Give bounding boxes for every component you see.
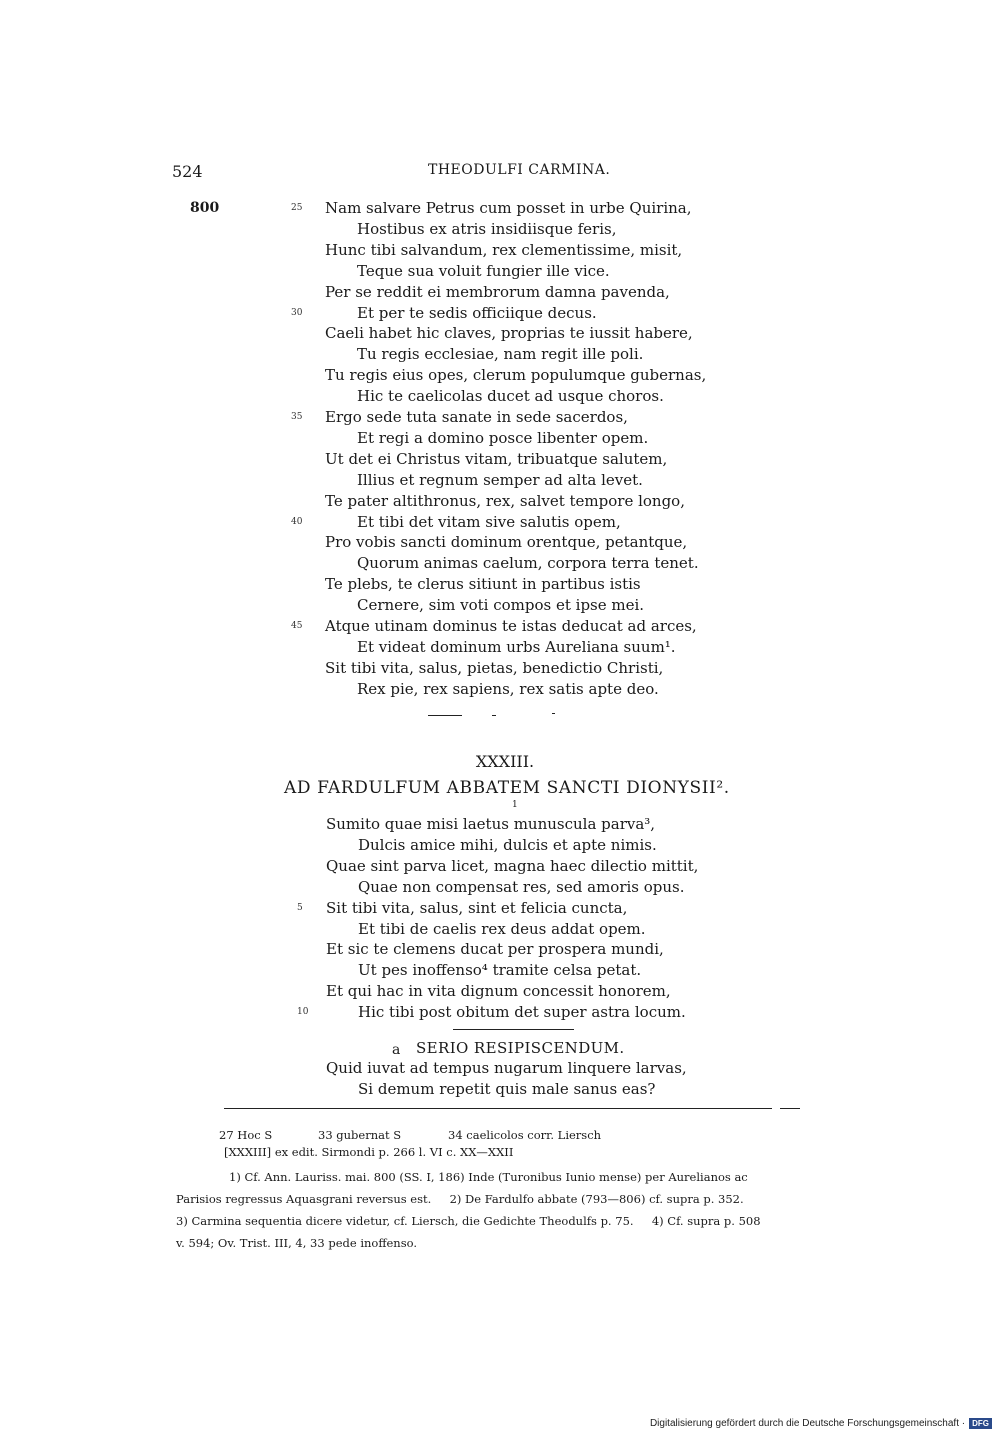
line-number: 25 <box>291 203 303 213</box>
verse-line: Per se reddit ei membrorum damna pavenda, <box>325 282 670 301</box>
verse-line: Et tibi det vitam sive salutis opem, <box>357 512 621 531</box>
verse-line: Et per te sedis officiique decus. <box>357 303 597 322</box>
verse-line: Caeli habet hic claves, proprias te iussit habere, <box>325 324 693 343</box>
verse-line: Nam salvare Petrus cum posset in urbe Quirina, <box>325 199 692 217</box>
verse-line: Ut det ei Christus vitam, tribuatque salutem, <box>325 449 668 468</box>
small-mark: 1 <box>512 800 518 810</box>
verse-line: Et sic te clemens ducat per prospera mundi, <box>326 940 664 959</box>
verse-line: Hostibus ex atris insidiisque feris, <box>357 219 617 238</box>
apparatus-entry: 33 gubernat S <box>318 1128 402 1142</box>
verse-line: Sit tibi vita, salus, sint et felicia cuncta, <box>326 898 628 917</box>
verse-line: Cernere, sim voti compos et ipse mei. <box>357 596 645 615</box>
line-number: 30 <box>291 307 303 318</box>
verse-line: Et videat dominum urbs Aureliana suum¹. <box>357 637 676 656</box>
ornament-dot <box>552 713 555 714</box>
line-number: 35 <box>291 412 303 422</box>
verse-line: Hic tibi post obitum det super astra locum. <box>358 1003 686 1022</box>
verse-line: Ut pes inoffenso⁴ tramite celsa petat. <box>358 961 642 980</box>
verse-line: Hic te caelicolas ducet ad usque choros. <box>357 387 664 406</box>
footnote-line: 1) Cf. Ann. Lauriss. mai. 800 (SS. I, 186) Inde (Turonibus Iunio mense) per Aurelianos ac <box>229 1170 748 1184</box>
footnote-line: v. 594; Ov. Trist. III, 4, 33 pede inoffenso. <box>176 1236 417 1250</box>
verse-line: Dulcis amice mihi, dulcis et apte nimis. <box>358 835 657 854</box>
apparatus-entry: 27 Hoc S <box>219 1128 273 1142</box>
verse-line: Quid iuvat ad tempus nugarum linquere larvas, <box>326 1059 687 1077</box>
verse-line: Sit tibi vita, salus, pietas, benedictio Christi, <box>325 658 664 677</box>
apparatus-source: [XXXIII] ex edit. Sirmondi p. 266 l. VI c. XX—XXII <box>224 1145 514 1159</box>
digitization-credit <box>650 1418 992 1429</box>
line-number: 5 <box>297 902 303 913</box>
ornament-dot <box>492 715 496 716</box>
line-number: 40 <box>291 516 303 527</box>
verse-line: Sumito quae misi laetus munuscula parva³, <box>326 815 656 833</box>
section-number: XXXIII. <box>475 752 535 771</box>
dfg-logo: DFG <box>969 1418 992 1429</box>
line-number: 45 <box>291 621 303 631</box>
verse-line: Et qui hac in vita dignum concessit honorem, <box>326 982 671 1001</box>
verse-line: Quae non compensat res, sed amoris opus. <box>358 877 685 896</box>
verse-line: Ergo sede tuta sanate in sede sacerdos, <box>325 408 628 426</box>
section-title: AD FARDULFUM ABBATEM SANCTI DIONYSII². <box>284 778 730 798</box>
running-title: THEODULFI CARMINA. <box>428 162 611 178</box>
verse-line: Illius et regnum semper ad alta levet. <box>357 470 643 489</box>
line-number: 10 <box>297 1007 309 1018</box>
verse-line: Et regi a domino posce libenter opem. <box>357 428 649 447</box>
margin-year: 800 <box>190 200 220 216</box>
verse-line: Teque sua voluit fungier ille vice. <box>357 261 610 280</box>
verse-line: Quae sint parva licet, magna haec dilectio mittit, <box>326 856 699 875</box>
verse-line: Si demum repetit quis male sanus eas? <box>358 1080 656 1098</box>
subsection-rule <box>453 1029 574 1030</box>
footnote-line: Parisios regressus Aquasgrani reversus est. 2) De Fardulfo abbate (793—806) cf. supra p. 352. <box>176 1192 744 1206</box>
verse-line: Quorum animas caelum, corpora terra tenet. <box>357 554 699 573</box>
apparatus-rule <box>224 1108 772 1109</box>
footnote-line: 3) Carmina sequentia dicere videtur, cf. Liersch, die Gedichte Theodulfs p. 75. 4) Cf. supra p. 508 <box>176 1214 761 1228</box>
apparatus-entry: 34 caelicolos corr. Liersch <box>448 1128 602 1142</box>
credit-text: Digitalisierung gefördert durch die Deutsche Forschungsgemeinschaft · <box>649 1418 966 1429</box>
subsection-title: SERIO RESIPISCENDUM. <box>416 1039 625 1057</box>
verse-line: Tu regis eius opes, clerum populumque gubernas, <box>325 366 707 385</box>
verse-line: Et tibi de caelis rex deus addat opem. <box>358 919 646 938</box>
verse-line: Te plebs, te clerus sitiunt in partibus istis <box>325 575 641 594</box>
ornament-divider <box>428 715 462 716</box>
verse-line: Rex pie, rex sapiens, rex satis apte deo. <box>357 679 659 698</box>
verse-line: Pro vobis sancti dominum orentque, petantque, <box>325 533 688 552</box>
apparatus-rule-end <box>780 1108 800 1109</box>
verse-line: Atque utinam dominus te istas deducat ad arces, <box>325 617 697 635</box>
subsection-marker: a <box>392 1042 401 1058</box>
page-number: 524 <box>172 162 203 181</box>
verse-line: Te pater altithronus, rex, salvet tempore longo, <box>325 491 685 510</box>
verse-line: Hunc tibi salvandum, rex clementissime, misit, <box>325 240 683 259</box>
verse-line: Tu regis ecclesiae, nam regit ille poli. <box>357 345 644 364</box>
